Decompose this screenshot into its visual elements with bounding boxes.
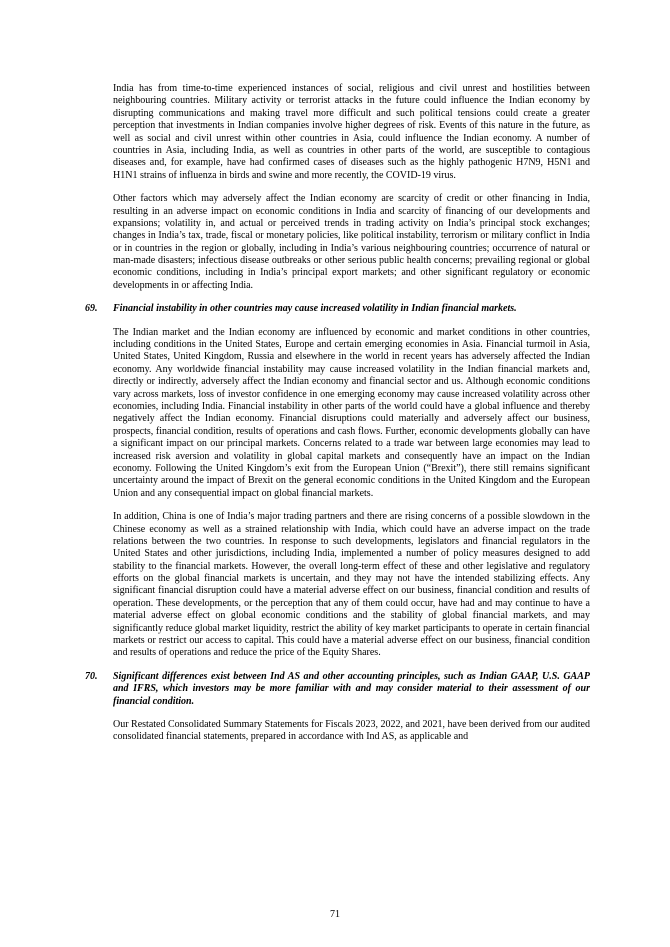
risk-item-70-heading: Significant differences exist between Ind AS and other accounting principles, such as Indian GAAP, U.S. GAAP and IFRS, which investors may be more familiar with and may consider material to their assessment of our financial condition. [113,670,590,707]
risk-item-70 [85,671,590,708]
risk-item-69 [85,303,590,315]
risk-item-69-heading: Financial instability in other countries may cause increased volatility in Indian financial markets. [113,303,517,315]
risk-item-69-number: 69. [85,303,98,315]
paragraph-china-trade: In addition, China is one of India’s major trading partners and there are rising concerns of a possible slowdown in the Chinese economy as well as a strained relationship with India, which could have an adverse impact on the trade relations between the two countries. In response to such developments, legislators and financial regulators in the United States and other jurisdictions, including India, implemented a number of policy measures designed to add stability to the financial markets. However, the overall long-term effect of these and other legislative and regulatory efforts on the global financial markets is uncertain, and they may not have the intended stabilizing effects. Any significant financial disruption could have a material adverse effect on our business, financial condition and results of operation. These developments, or the perception that any of them could occur, have had and may continue to have a material adverse effect on global economic conditions and the stability of global financial markets, and may significantly reduce global market liquidity, restrict the ability of key market participants to operate in certain financial markets or restrict our access to capital. This could have a material adverse effect on our business, financial condition and results of operations and reduce the price of the Equity Shares. [113,511,590,659]
risk-item-70-number: 70. [85,670,98,682]
paragraph-india-unrest: India has from time-to-time experienced instances of social, religious and civil unrest and hostilities between neighbouring countries. Military activity or terrorist attacks in the future could influence the Indian economy by disrupting communications and making travel more difficult and such political tensions could create a greater perception that investments in Indian companies involve higher degrees of risk. Events of this nature in the future, as well as social and civil unrest within other countries in Asia, could influence the Indian economy. A number of countries in Asia, including India, as well as countries in other parts of the world, are susceptible to contagious diseases and, for example, have had confirmed cases of diseases such as the highly pathogenic H7N9, H5N1 and H1N1 strains of influenza in birds and swine and more recently, the COVID-19 virus. [113,83,590,181]
paragraph-other-factors: Other factors which may adversely affect the Indian economy are scarcity of credit or other financing in India, resulting in an adverse impact on economic conditions in India and scarcity of financing of our developments and expansions; volatility in, and actual or perceived trends in trading activity on India’s principal stock exchanges; changes in India’s tax, trade, fiscal or monetary policies, like political instability, terrorism or military conflict in India or in countries in the region or globally, including in India’s various neighbouring countries; occurrence of natural or man-made disasters; infectious disease outbreaks or other serious public health concerns; prevailing regional or global economic conditions, including in India’s principal export markets; and other significant regulatory or economic developments in or affecting India. [113,193,590,291]
page-number: 71 [330,909,340,920]
paragraph-indian-market: The Indian market and the Indian economy are influenced by economic and market conditions in other countries, including conditions in the United States, Europe and certain emerging economies in Asia. Financial turmoil in Asia, United States, United Kingdom, Russia and elsewhere in the world in recent years has adversely affected the Indian economy. Any worldwide financial instability may cause increased volatility in the Indian financial markets and, directly or indirectly, adversely affect the Indian economy and financial sector and us. Although economic conditions vary across markets, loss of investor confidence in one emerging economy may cause increased volatility across other economies, including India. Financial instability in other parts of the world could have a global influence and thereby negatively affect the Indian economy. Financial disruptions could materially and adversely affect our business, prospects, financial condition, results of operations and cash flows. Further, economic developments globally can have a significant impact on our principal markets. Concerns related to a trade war between large economies may lead to increased risk aversion and volatility in global capital markets and consequently have an impact on the Indian economy. Following the United Kingdom’s exit from the European Union (“Brexit”), there still remains significant uncertainty around the impact of Brexit on the general economic conditions in the United Kingdom and the European Union and any consequential impact on global financial markets. [113,326,590,499]
paragraph-restated-statements: Our Restated Consolidated Summary Statements for Fiscals 2023, 2022, and 2021, have been derived from our audited consolidated financial statements, prepared in accordance with Ind AS, as applicable and [113,718,590,743]
